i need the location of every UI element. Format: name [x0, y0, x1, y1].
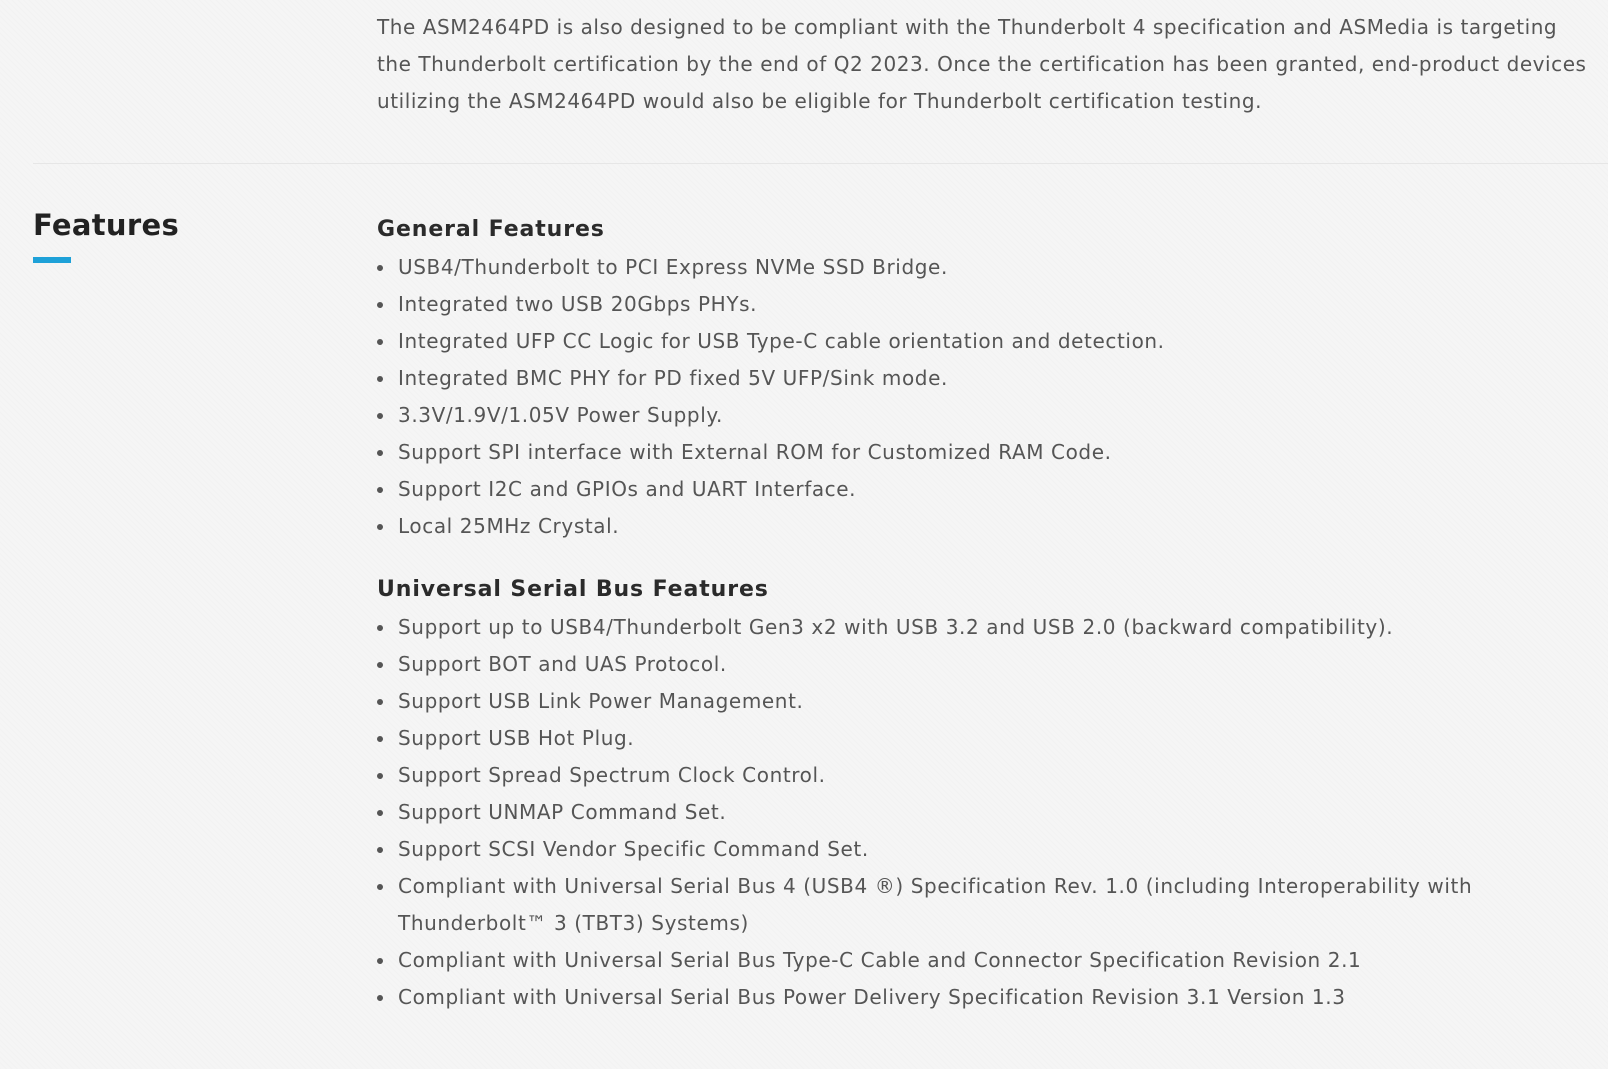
- intro-paragraph: The ASM2464PD is also designed to be compliant with the Thunderbolt 4 specification and ASMedia is targeting the Thunderbolt certification by the end of Q2 2023. Once the certification has been granted, end-product devices utilizing the ASM2464PD would also be eligible for Thunderbolt certification testing.: [377, 15, 1587, 113]
- list-item: Support I2C and GPIOs and UART Interface.: [377, 471, 1597, 508]
- usb-features-list: [377, 609, 1597, 1016]
- list-item: Support USB Hot Plug.: [377, 720, 1597, 757]
- usb-features-group: [377, 571, 1597, 1016]
- list-item: Support UNMAP Command Set.: [377, 794, 1597, 831]
- list-item: Compliant with Universal Serial Bus 4 (USB4 ®) Specification Rev. 1.0 (including Interoperability with Thunderbolt™ 3 (TBT3) Systems): [377, 868, 1597, 942]
- list-item: Integrated UFP CC Logic for USB Type-C cable orientation and detection.: [377, 323, 1597, 360]
- list-item: Compliant with Universal Serial Bus Type-C Cable and Connector Specification Revision 2.1: [377, 942, 1597, 979]
- list-item: 3.3V/1.9V/1.05V Power Supply.: [377, 397, 1597, 434]
- features-heading: Features: [33, 208, 180, 242]
- features-heading-underline: [33, 257, 71, 263]
- list-item: Support up to USB4/Thunderbolt Gen3 x2 with USB 3.2 and USB 2.0 (backward compatibility).: [377, 609, 1597, 646]
- list-item: Support Spread Spectrum Clock Control.: [377, 757, 1597, 794]
- list-item: Compliant with Universal Serial Bus Power Delivery Specification Revision 3.1 Version 1.3: [377, 979, 1597, 1016]
- list-item: USB4/Thunderbolt to PCI Express NVMe SSD Bridge.: [377, 249, 1597, 286]
- list-item: Integrated BMC PHY for PD fixed 5V UFP/Sink mode.: [377, 360, 1597, 397]
- list-item: Integrated two USB 20Gbps PHYs.: [377, 286, 1597, 323]
- general-features-group: [377, 211, 1597, 545]
- list-item: Local 25MHz Crystal.: [377, 508, 1597, 545]
- list-item: Support SCSI Vendor Specific Command Set.: [377, 831, 1597, 868]
- general-features-list: [377, 249, 1597, 545]
- list-item: Support BOT and UAS Protocol.: [377, 646, 1597, 683]
- general-features-title: General Features: [377, 217, 605, 242]
- features-content: [377, 211, 1597, 1016]
- list-item: Support SPI interface with External ROM for Customized RAM Code.: [377, 434, 1597, 471]
- section-divider: [33, 163, 1608, 164]
- list-item: Support USB Link Power Management.: [377, 683, 1597, 720]
- usb-features-title: Universal Serial Bus Features: [377, 577, 769, 602]
